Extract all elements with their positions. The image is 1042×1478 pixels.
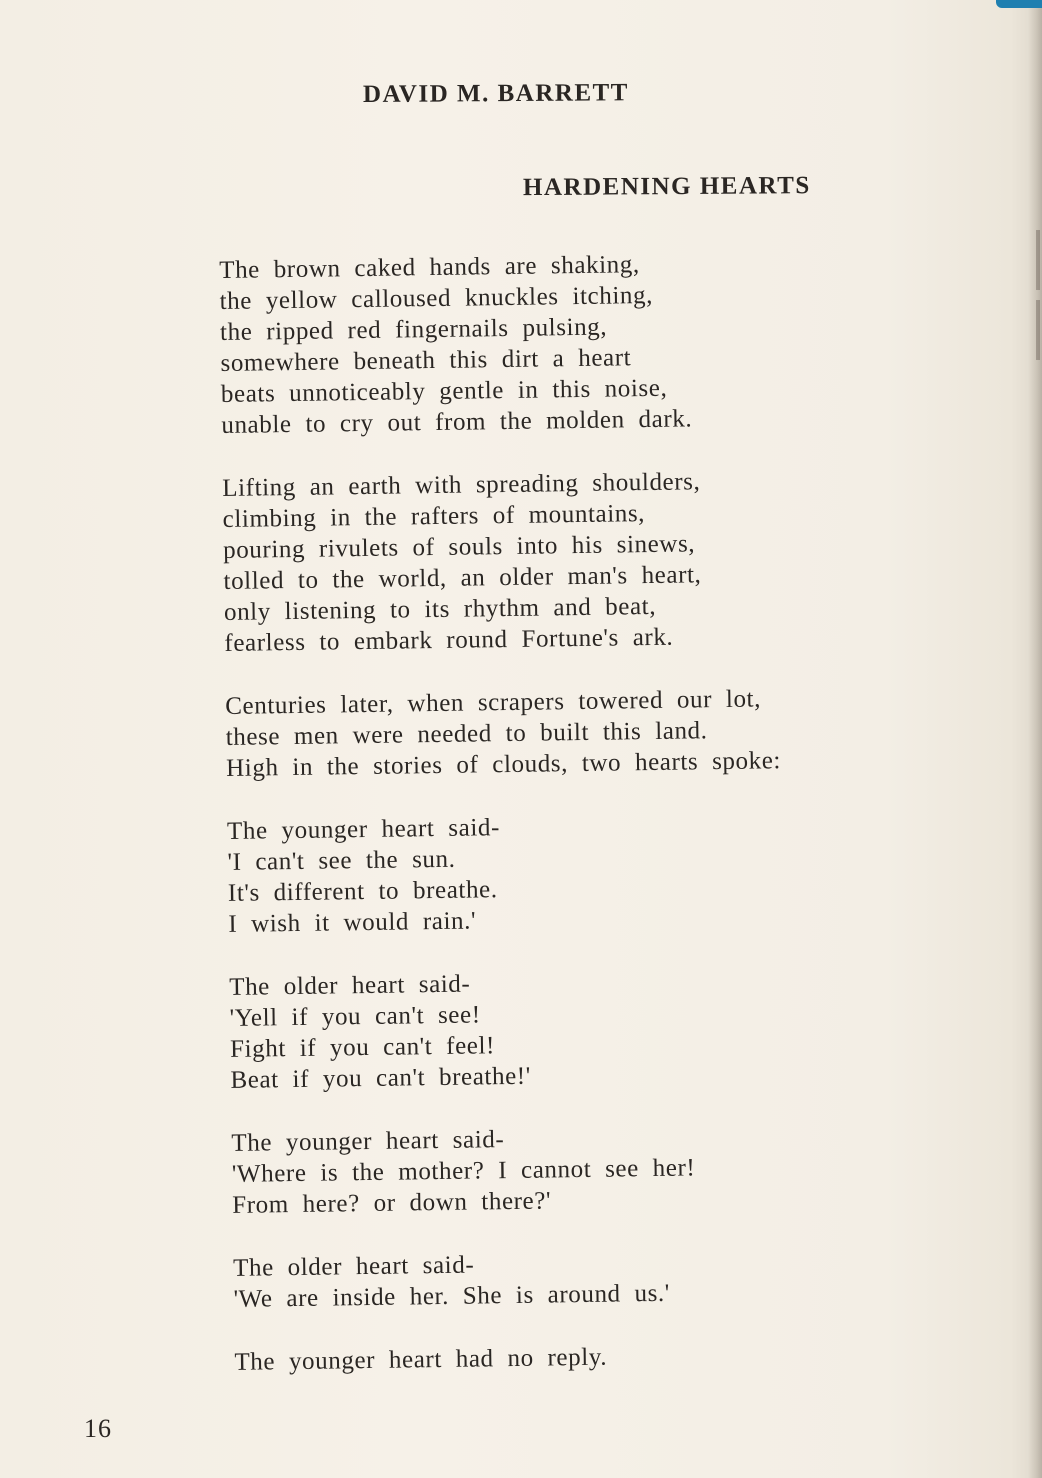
poem-line: fearless to embark round Fortune's ark. [224,623,674,657]
page-edge-shadow [1028,0,1042,1478]
poem-line: Lifting an earth with spreading shoulders, [222,468,701,502]
edge-mark [1036,230,1040,290]
poem-line: climbing in the rafters of mountains, [222,500,646,533]
poem-line: tolled to the world, an older man's heart, [223,561,702,595]
poem-line: From here? or down there?' [232,1187,552,1219]
poem-line: only listening to its rhythm and beat, [223,592,657,626]
poem-line: the ripped red fingernails pulsing, [219,313,608,346]
poem-line: unable to cry out from the molden dark. [221,405,693,439]
poem-line: The younger heart said- [226,814,501,845]
poem-line: these men were needed to built this land. [225,717,708,751]
poem-stanza [225,682,866,784]
poem-stanza [227,807,869,940]
poem-line: High in the stories of clouds, two hearts spoke: [225,747,782,782]
poem-line: The younger heart said- [231,1126,505,1157]
author-name: DAVID M. BARRETT [362,79,630,109]
poem-stanza [229,963,871,1096]
poem-line: Beat if you can't breathe!' [230,1062,532,1094]
poem-body [219,246,875,1410]
poem-stanza [222,464,865,659]
poem-line: 'We are inside her. She is around us.' [233,1279,671,1313]
poem-line: 'Yell if you can't see! [229,1001,481,1032]
poem-line: The older heart said- [232,1251,475,1282]
poem-line: I wish it would rain.' [228,907,477,938]
poem-stanza [231,1119,872,1221]
poem-line: the yellow calloused knuckles itching, [219,281,654,315]
edge-mark [1036,300,1040,360]
poem-line: pouring rivulets of souls into his sinews, [222,530,696,564]
poem-line: The brown caked hands are shaking, [219,251,640,284]
poem-stanza [233,1244,874,1315]
poem-line: It's different to breathe. [227,876,498,907]
poem-line: Fight if you can't feel! [229,1032,496,1063]
poem-title: HARDENING HEARTS [522,172,811,202]
page-number: 16 [84,1414,112,1443]
poem-line: somewhere beneath this dirt a heart [220,344,632,377]
poem-stanza [219,246,862,441]
poem-line: 'Where is the mother? I cannot see her! [231,1154,696,1188]
blue-corner-mark [996,0,1042,8]
poem-line: The older heart said- [229,970,471,1001]
poem-line: The younger heart had no reply. [234,1343,608,1376]
poem-line: 'I can't see the sun. [227,845,456,876]
poem-line: beats unnoticeably gentle in this noise, [220,374,668,408]
poem-line: Centuries later, when scrapers towered our lot, [225,685,762,720]
poem-stanza [234,1338,874,1378]
